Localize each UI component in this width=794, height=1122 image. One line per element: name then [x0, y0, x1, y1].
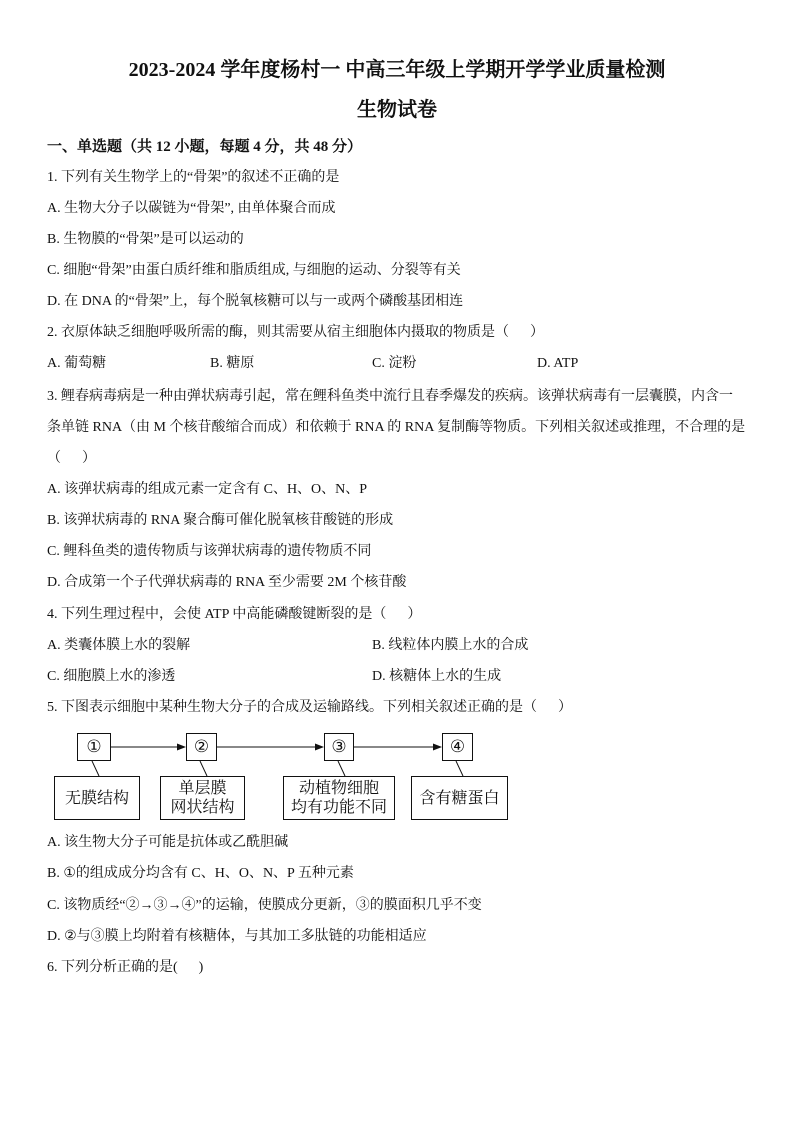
exam-title: 2023-2024 学年度杨村一 中高三年级上学期开学学业质量检测	[128, 59, 666, 81]
question-3-option-d: D. 合成第一个子代弹状病毒的 RNA 至少需要 2M 个核苷酸	[47, 575, 407, 590]
question-5-option-a: A. 该生物大分子可能是抗体或乙酰胆碱	[47, 835, 289, 850]
description-box-2	[160, 776, 245, 820]
step-box-2: ②	[186, 733, 217, 761]
question-4-option-c: C. 细胞膜上水的渗透	[47, 669, 176, 684]
question-3-option-c: C. 鲤科鱼类的遗传物质与该弹状病毒的遗传物质不同	[47, 544, 372, 559]
section-heading: 一、单选题（共 12 小题，每题 4 分，共 48 分）	[47, 139, 363, 155]
step-box-1: ①	[77, 733, 111, 761]
question-1-option-c: C. 细胞“骨架”由蛋白质纤维和脂质组成, 与细胞的运动、分裂等有关	[47, 263, 461, 278]
connector-3	[338, 761, 345, 776]
description-1-line-1: 无膜结构	[64, 789, 129, 807]
question-6-stem: 6. 下列分析正确的是( )	[47, 960, 204, 975]
question-2-option-a: A. 葡萄糖	[47, 356, 107, 371]
question-5-option-c: C. 该物质经“②→③→④”的运输，使膜成分更新，③的膜面积几乎不变	[47, 898, 482, 913]
question-1-option-b: B. 生物膜的“骨架”是可以运动的	[47, 232, 244, 247]
question-2-option-b: B. 糖原	[210, 356, 255, 371]
description-3-line-1: 动植物细胞	[298, 780, 379, 797]
description-2-line-1: 单层膜	[178, 780, 227, 797]
question-2-option-c: C. 淀粉	[372, 356, 417, 371]
exam-subtitle: 生物试卷	[357, 99, 437, 121]
description-2-line-2: 网状结构	[170, 799, 235, 816]
question-4-option-a: A. 类囊体膜上水的裂解	[47, 638, 191, 653]
question-1-stem: 1. 下列有关生物学上的“骨架”的叙述不正确的是	[47, 170, 340, 185]
question-4-option-b: B. 线粒体内膜上水的合成	[372, 638, 529, 653]
question-3-option-a: A. 该弹状病毒的组成元素一定含有 C、H、O、N、P	[47, 482, 368, 497]
question-3-stem-line-2: 条单链 RNA（由 M 个核苷酸缩合而成）和依赖于 RNA 的 RNA 复制酶等物质。下列相关叙述或推理，不合理的是	[47, 420, 746, 435]
question-4-option-d: D. 核糖体上水的生成	[372, 669, 502, 684]
question-1-option-d: D. 在 DNA 的“骨架”上，每个脱氧核糖可以与一或两个磷酸基团相连	[47, 294, 464, 309]
connector-1	[92, 761, 99, 776]
question-5-option-d: D. ②与③膜上均附着有核糖体，与其加工多肽链的功能相适应	[47, 929, 427, 944]
connector-4	[456, 761, 463, 776]
question-5-stem: 5. 下图表示细胞中某种生物大分子的合成及运输路线。下列相关叙述正确的是（ ）	[47, 700, 572, 715]
description-box-1	[54, 776, 140, 820]
question-2-stem: 2. 衣原体缺乏细胞呼吸所需的酶，则其需要从宿主细胞体内摄取的物质是（ ）	[47, 325, 544, 340]
step-box-3: ③	[324, 733, 354, 761]
question-3-stem-line-3: （ ）	[47, 451, 96, 466]
connector-2	[200, 761, 207, 776]
description-4-line-1: 含有糖蛋白	[419, 789, 500, 807]
question-2-option-d: D. ATP	[537, 356, 579, 371]
arrowhead-1-to-2	[177, 744, 186, 751]
question-3-option-b: B. 该弹状病毒的 RNA 聚合酶可催化脱氧核苷酸链的形成	[47, 513, 394, 528]
question-4-stem: 4. 下列生理过程中，会使 ATP 中高能磷酸键断裂的是（ ）	[47, 607, 422, 622]
question-5-option-b: B. ①的组成成分均含有 C、H、O、N、P 五种元素	[47, 866, 354, 881]
step-box-4: ④	[442, 733, 473, 761]
arrowhead-2-to-3	[315, 744, 324, 751]
description-3-line-2: 均有功能不同	[290, 799, 387, 816]
description-box-4	[411, 776, 508, 820]
question-1-option-a: A. 生物大分子以碳链为“骨架”, 由单体聚合而成	[47, 201, 336, 216]
arrowhead-3-to-4	[433, 744, 442, 751]
description-box-3	[283, 776, 395, 820]
question-3-stem-line-1: 3. 鲤春病毒病是一种由弹状病毒引起，常在鲤科鱼类中流行且春季爆发的疾病。该弹状病毒有一层囊膜，内含一	[47, 389, 733, 404]
